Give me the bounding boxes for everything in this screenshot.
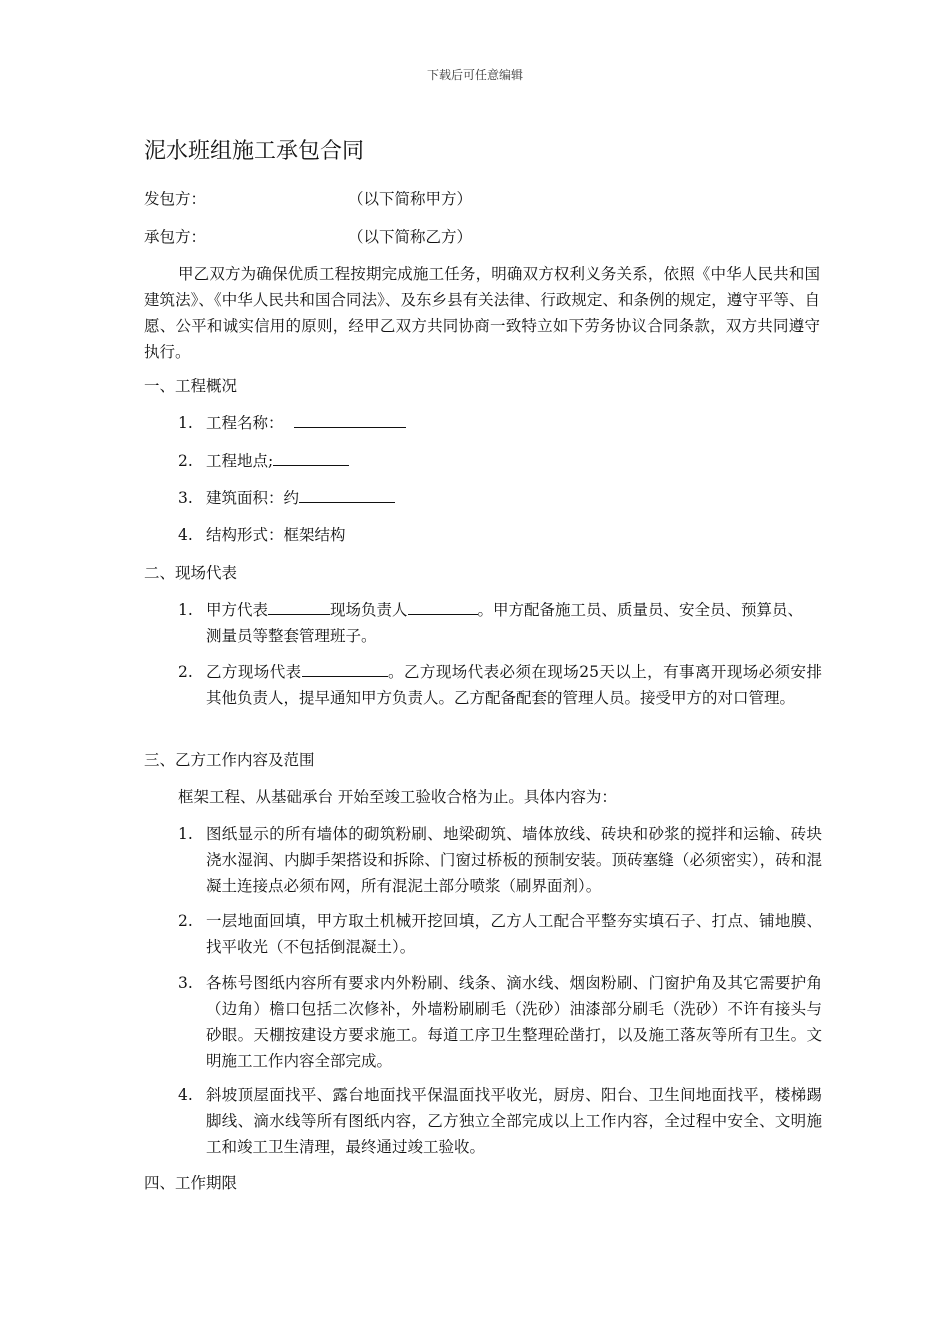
- s2-item2-text: 。乙方现场代表必须在现场25天以上，有事离开现场必须安排其他负责人，提早通知甲方负责人。乙方配备配套的管理人员。接受甲方的对口管理。: [206, 663, 822, 707]
- party-b-rep-label: 乙方现场代表: [206, 663, 302, 681]
- project-location-blank: [273, 448, 349, 466]
- s2-item1-num: 1.: [178, 601, 193, 619]
- project-name-blank: [294, 410, 406, 428]
- section3-intro: 框架工程、从基础承台 开始至竣工验收合格为止。具体内容为：: [178, 788, 617, 806]
- s1-item4-num: 4.: [178, 526, 193, 544]
- party-a-note: （以下简称甲方）: [348, 190, 473, 208]
- s3-item2-num: 2.: [178, 912, 193, 930]
- party-a-rep-blank: [268, 597, 330, 615]
- project-name-label: 工程名称：: [206, 414, 284, 432]
- s3-item1-num: 1.: [178, 825, 193, 843]
- s3-item3: 各栋号图纸内容所有要求内外粉刷、线条、滴水线、烟囱粉刷、门窗护角及其它需要护角（边角）檐口包括二次修补，外墙粉刷刷毛（洗砂）油漆部分刷毛（洗砂）不许有接头与砂眼。天棚按建设方要求施工。每道工序卫生整理砼凿打，以及施工落灰等所有卫生。文明施工工作内容全部完成。: [206, 974, 822, 1070]
- s2-item1-line1: [206, 597, 803, 623]
- structure-type: 结构形式：框架结构: [206, 526, 346, 544]
- s3-item2: 一层地面回填，甲方取土机械开挖回填，乙方人工配合平整夯实填石子、打点、铺地膜、找平收光（不包括倒混凝土）。: [206, 912, 822, 956]
- party-b-rep-blank: [302, 659, 388, 677]
- party-b-label: 承包方：: [144, 228, 207, 246]
- s2-item2-num: 2.: [178, 663, 193, 681]
- s1-item1-num: 1.: [178, 414, 193, 432]
- building-area-blank: [299, 485, 395, 503]
- s3-item3-num: 3.: [178, 974, 193, 992]
- s3-item1: 图纸显示的所有墙体的砌筑粉刷、地梁砌筑、墙体放线、砖块和砂浆的搅拌和运输、砖块浇水湿润、内脚手架搭设和拆除、门窗过桥板的预制安装。顶砖塞缝（必须密实），砖和混凝土连接点必须布网，所有混泥土部分喷浆（刷界面剂）。: [206, 825, 822, 895]
- s1-item3-num: 3.: [178, 489, 193, 507]
- site-manager-blank: [408, 597, 478, 615]
- party-b-note: （以下简称乙方）: [348, 228, 473, 246]
- s1-item2: [206, 448, 349, 474]
- s3-item4: 斜坡顶屋面找平、露台地面找平保温面找平收光，厨房、阳台、卫生间地面找平，楼梯踢脚线、滴水线等所有图纸内容，乙方独立全部完成以上工作内容，全过程中安全、文明施工和竣工卫生清理，最终通过竣工验收。: [206, 1086, 822, 1156]
- party-a-label: 发包方：: [144, 190, 207, 208]
- section1-heading: 一、工程概况: [144, 377, 238, 395]
- header-note: 下载后可任意编辑: [426, 68, 523, 82]
- s1-item3: [206, 485, 395, 511]
- section4-heading: 四、工作期限: [144, 1174, 238, 1192]
- project-location-label: 工程地点;: [206, 452, 274, 470]
- s1-item2-num: 2.: [178, 452, 193, 470]
- document-title: 泥水班组施工承包合同: [144, 139, 365, 164]
- site-manager-label: 现场负责人: [330, 601, 408, 619]
- s1-item1: [206, 410, 406, 436]
- s3-item4-num: 4.: [178, 1086, 193, 1104]
- s2-item1-line2: 测量员等整套管理班子。: [206, 627, 377, 645]
- section3-heading: 三、乙方工作内容及范围: [144, 751, 315, 769]
- building-area-label: 建筑面积：约: [206, 489, 300, 507]
- s2-item2: [206, 659, 822, 711]
- section2-heading: 二、现场代表: [144, 564, 238, 582]
- intro-paragraph: 甲乙双方为确保优质工程按期完成施工任务，明确双方权利义务关系，依照《中华人民共和国建筑法》、《中华人民共和国合同法》、及东乡县有关法律、行政规定、和条例的规定，遵守平等、自愿、公平和诚实信用的原则，经甲乙双方共同协商一致特立如下劳务协议合同条款，双方共同遵守执行。: [144, 265, 820, 361]
- s2-item1-text: 。甲方配备施工员、质量员、安全员、预算员、: [477, 601, 804, 619]
- party-a-rep-label: 甲方代表: [206, 601, 269, 619]
